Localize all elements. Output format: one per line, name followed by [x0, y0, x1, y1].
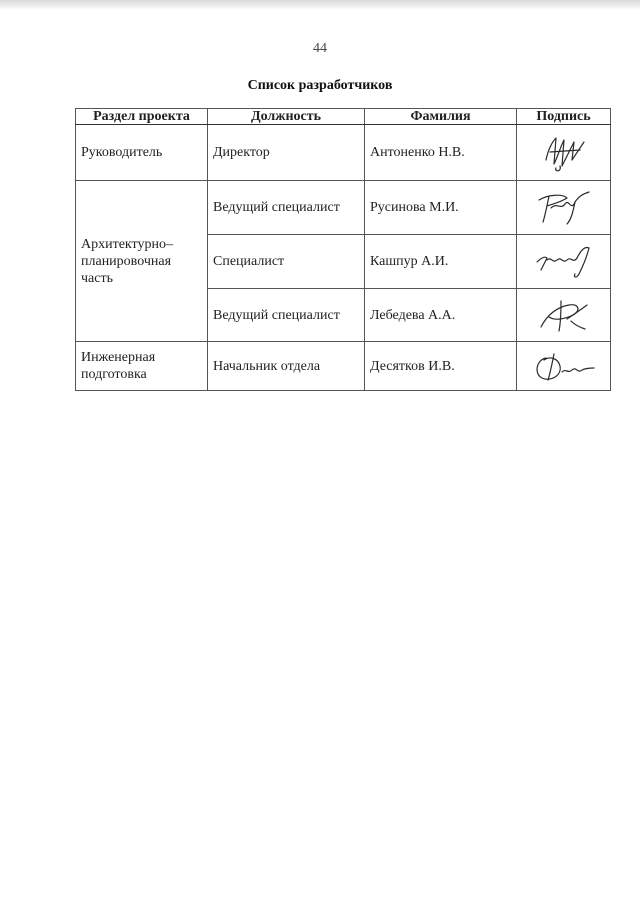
- page-top-edge: [0, 0, 640, 10]
- signature-rusinova: [531, 186, 597, 230]
- signature-cell: [517, 235, 611, 289]
- signature-desyatkov: [528, 346, 600, 386]
- header-signature: Подпись: [517, 109, 611, 125]
- section-cell: Руководитель: [76, 125, 208, 181]
- name-cell: Русинова М.И.: [365, 181, 517, 235]
- position-cell: Директор: [208, 125, 365, 181]
- position-cell: Специалист: [208, 235, 365, 289]
- page-number: 44: [313, 41, 327, 56]
- header-section: Раздел проекта: [76, 109, 208, 125]
- signature-lebedeva: [531, 293, 597, 337]
- position-cell: Ведущий специалист: [208, 181, 365, 235]
- table-row: [76, 342, 611, 391]
- signature-cell: [517, 181, 611, 235]
- signature-cell: [517, 125, 611, 181]
- name-cell: Лебедева А.А.: [365, 289, 517, 342]
- name-cell: Десятков И.В.: [365, 342, 517, 391]
- section-cell: Архитектурно–планировочная часть: [76, 181, 208, 342]
- name-cell: Антоненко Н.В.: [365, 125, 517, 181]
- signature-antonenko: [534, 130, 594, 176]
- table-header-row: [76, 109, 611, 125]
- signature-cell: [517, 289, 611, 342]
- signature-cell: [517, 342, 611, 391]
- table-row: [76, 125, 611, 181]
- document-title: Список разработчиков: [247, 78, 393, 93]
- signature-kashpur: [531, 240, 597, 284]
- table-row: [76, 181, 611, 235]
- section-cell: Инженерная подготовка: [76, 342, 208, 391]
- developers-table: [75, 108, 611, 391]
- position-cell: Ведущий специалист: [208, 289, 365, 342]
- header-position: Должность: [208, 109, 365, 125]
- name-cell: Кашпур А.И.: [365, 235, 517, 289]
- position-cell: Начальник отдела: [208, 342, 365, 391]
- header-name: Фамилия: [365, 109, 517, 125]
